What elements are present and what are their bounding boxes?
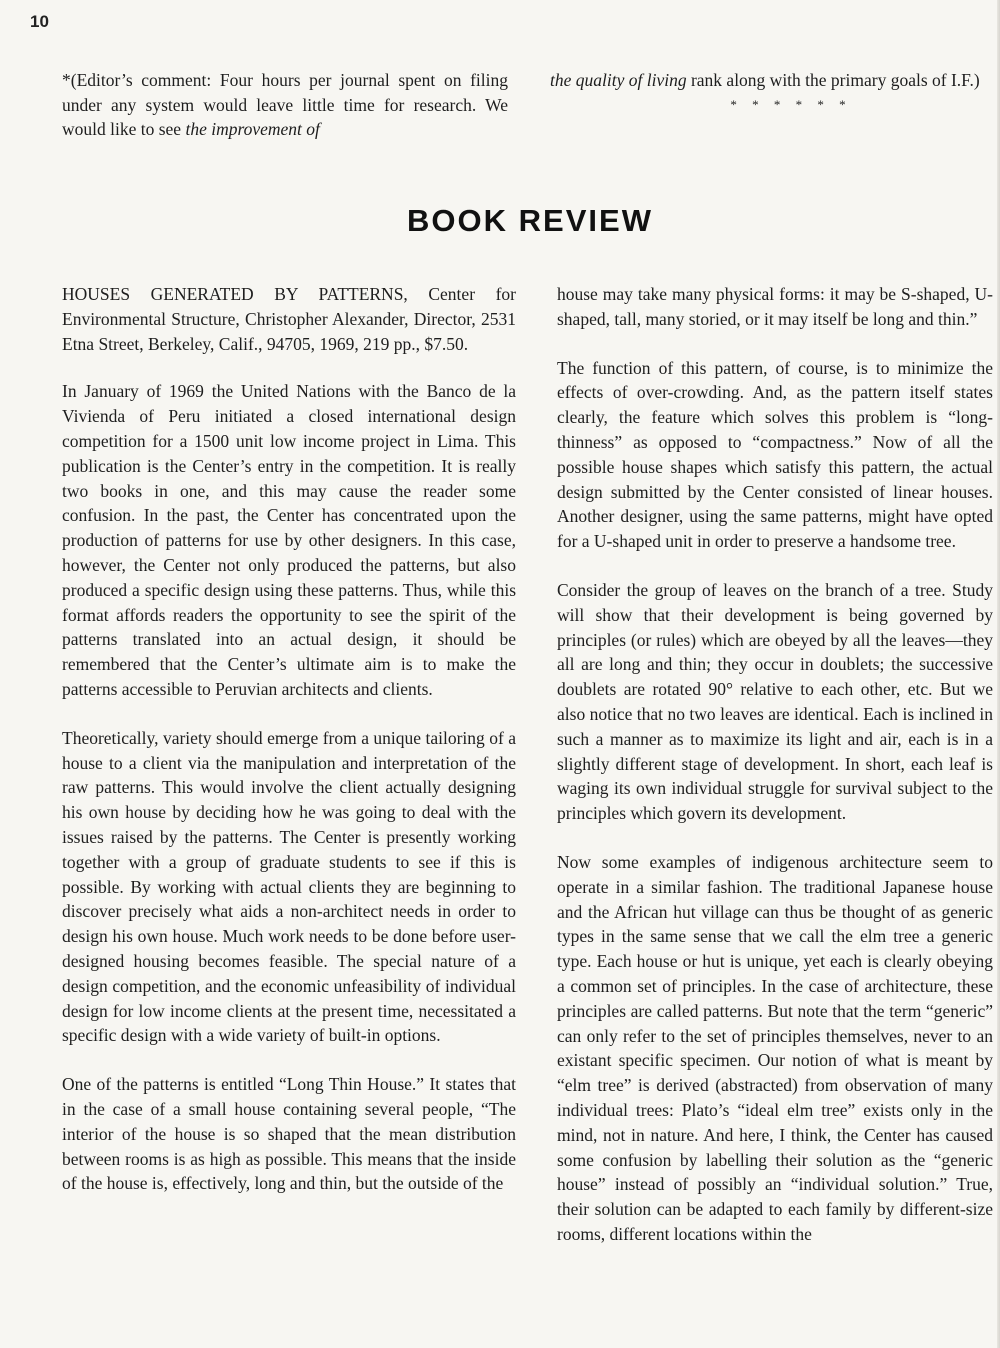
section-separator: * * * * * * <box>730 96 852 112</box>
paragraph: Theoretically, variety should emerge from a unique tailoring of a house to a client via the manipulation and interpretation of the raw patterns. This would involve the client actually designing his own house by deciding how he was going to deal with the issues raised by the patterns. The Center is presently working together with a group of graduate students to see if this is possible. By working with actual clients they are beginning to discover precisely what aids a non-architect needs in order to design his own house. Much work needs to be done before user-designed housing becomes feasible. The special nature of a design competition, and the economic unfeasibility of individual design for low income clients at the present time, necessitated a specific design with a wide variety of built-in options. <box>62 727 516 1046</box>
editor-comment-text: *(Editor’s comment: Four hours per journal spent on filing under any system would leave little time for research. We would like to see <box>62 70 508 139</box>
right-column <box>557 282 993 1271</box>
paragraph: Consider the group of leaves on the branch of a tree. Study will show that their development is being governed by principles (or rules) which are obeyed by all the leaves—they all are long and thin; they occur in doublets; the successive doublets are rotated 90° relative to each other, etc. But we also notice that no two leaves are identical. Each is inclined in such a manner as to maximize its light and air, each is in a slightly different stage of development. In short, each leaf is waging its own individual struggle for survival subject to the principles which govern its development. <box>557 579 993 824</box>
editor-comment-end: rank along with the primary goals of I.F.) <box>686 70 980 90</box>
paragraph: house may take many physical forms: it may be S-shaped, U-shaped, tall, many storied, or it may itself be long and thin.” <box>557 284 993 329</box>
editor-comment-italic-right: the quality of living <box>550 70 687 90</box>
book-citation: HOUSES GENERATED BY PATTERNS, Center for Environmental Structure, Christopher Alexander, Director, 2531 Etna Street, Berkeley, Calif., 94705, 1969, 219 pp., $7.50. <box>62 284 516 354</box>
paragraph: The function of this pattern, of course, is to minimize the effects of over-crowding. And, as the pattern itself states clearly, the feature which solves this problem is “long-thinness” as opposed to “compactness.” Now of all the possible house shapes which satisfy this pattern, the actual design submitted by the Center consisted of linear houses. Another designer, using the same patterns, might have opted for a U-shaped unit in order to preserve a handsome tree. <box>557 357 993 552</box>
page-number: 10 <box>30 12 49 31</box>
paragraph: Now some examples of indigenous architecture seem to operate in a similar fashion. The traditional Japanese house and the African hut village can thus be thought of as generic types in the same sense that we call the elm tree a generic type. Each house or hut is unique, yet each is clearly obeying a common set of principles. In the case of architecture, these principles are called patterns. But note that the term “generic” can only refer to the set of principles themselves, never to an existant specific specimen. Our notion of what is meant by “elm tree” is derived (abstracted) from observation of many individual trees: Plato’s “ideal elm tree” exists only in the mind, not in nature. And here, I think, the Center has caused some confusion by labelling their solution as the “generic house” instead of possibly an “individual solution.” True, their solution can be adapted to each family by different-size rooms, different locations within the <box>557 851 993 1244</box>
section-title: BOOK REVIEW <box>407 203 653 238</box>
paragraph: In January of 1969 the United Nations with the Banco de la Vivienda of Peru initiated a closed international design competition for a 1500 unit low income project in Lima. This publication is the Center’s entry in the competition. It is really two books in one, and this may cause the reader some confusion. In the past, the Center has concentrated upon the production of patterns for use by other designers. In this case, however, the Center not only produced the patterns, but also produced a specific design using these patterns. Thus, while this format affords readers the opportunity to see the spirit of the patterns translated into an actual design, it should be remembered that the Center’s ultimate aim is to make the patterns accessible to Peruvian architects and clients. <box>62 381 516 699</box>
left-column <box>62 282 516 1220</box>
paragraph: One of the patterns is entitled “Long Thin House.” It states that in the case of a small house containing several people, “The interior of the house is so shaped that the mean distribution between rooms is as high as possible. This means that the inside of the house is, effectively, long and thin, but the outside of the <box>62 1074 516 1194</box>
editor-comment-left <box>62 68 508 142</box>
editor-comment-right <box>550 68 992 113</box>
editor-comment-italic-left: the improvement of <box>185 119 320 139</box>
